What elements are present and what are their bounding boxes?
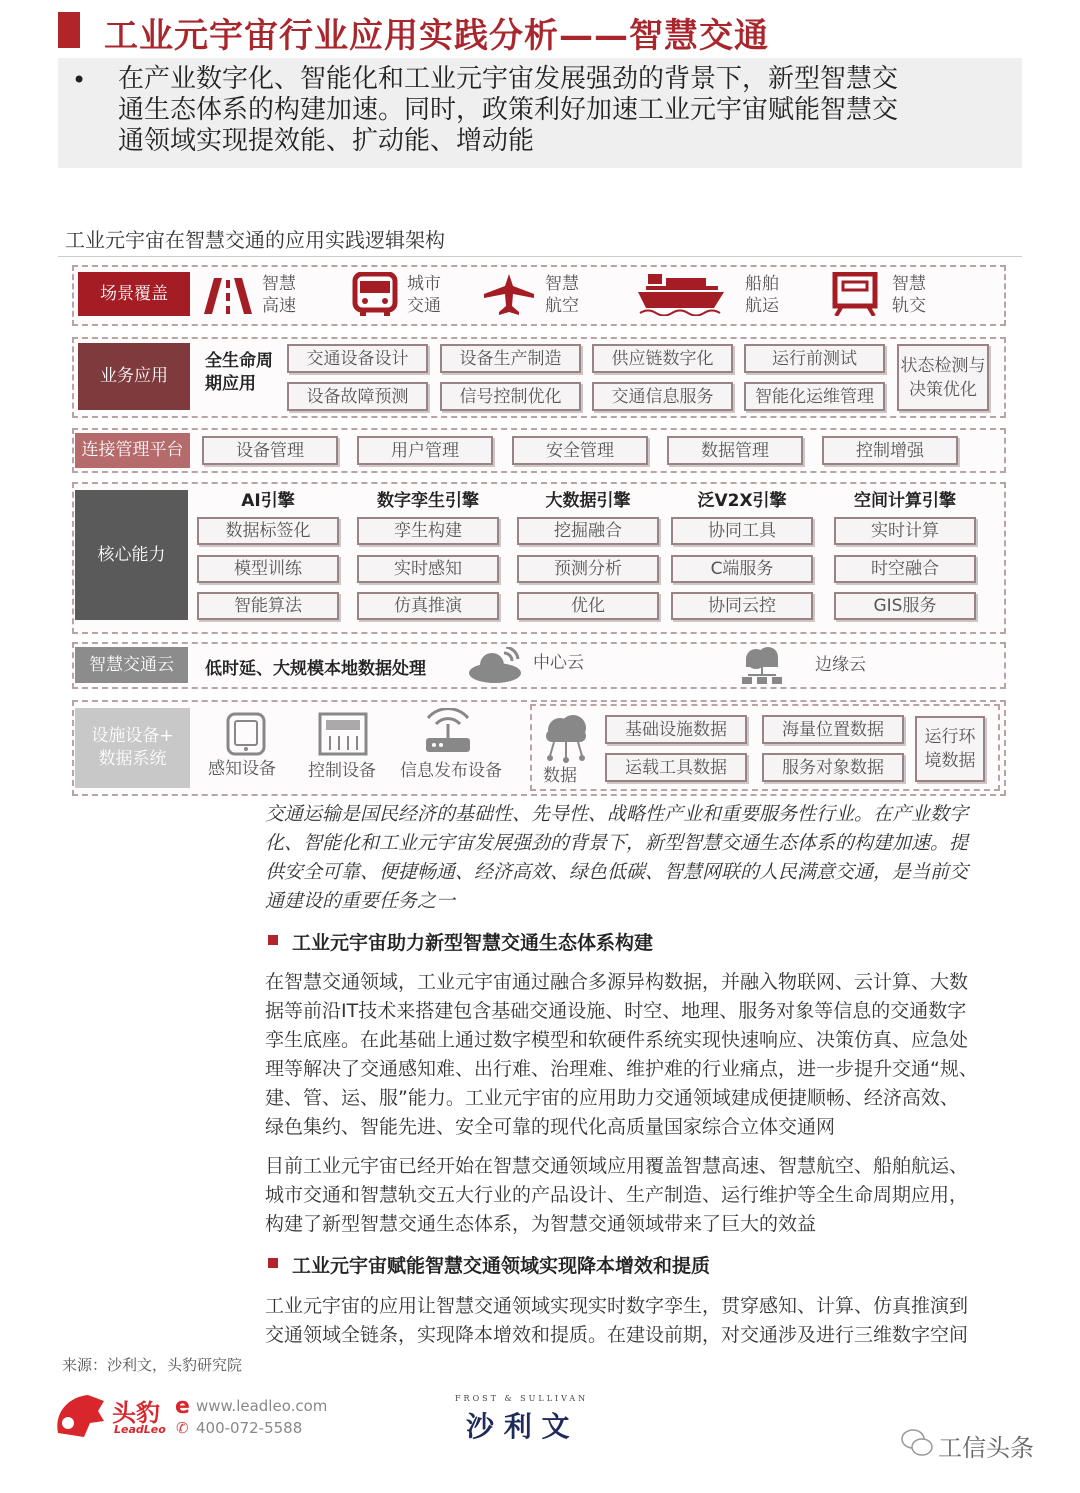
scene-shipping: 船舶 航运 — [745, 274, 779, 316]
data-item: 海量位置数据 — [762, 715, 904, 744]
bus-icon — [352, 272, 398, 316]
intro-paragraph: 交通运输是国民经济的基础性、先导性、战略性产业和重要服务性行业。在产业数字 化、智能化和工业元宇宙发展强劲的背景下，新型智慧交通生态体系的构建加速。提 供安全可靠、便捷畅通、经济高效、绿色低碳、智慧网联的人民满意交通，是当前交 通建设的重要任务之一 — [265, 803, 969, 912]
frost-en: FROST & SULLIVAN — [455, 1394, 589, 1403]
highway-icon — [204, 276, 252, 316]
section1-paragraph2: 目前工业元宇宙已经开始在智慧交通领域应用覆盖智慧高速、智慧航空、船舶航运、 城市交通和智慧轨交五大行业的产品设计、生产制造、运行维护等全生命周期应用， 构建了新型智慧交通生态体系，为智慧交通领域带来了巨大的效益 — [265, 1155, 969, 1235]
engine-heading: 大数据引擎 — [545, 491, 631, 511]
business-item: 设备故障预测 — [287, 382, 428, 411]
engine-item: 实时感知 — [357, 555, 499, 583]
engine-item: 仿真推演 — [357, 592, 499, 620]
scene-label: 场景覆盖 — [78, 272, 190, 316]
engine-item: 优化 — [517, 592, 659, 620]
core-label: 核心能力 — [75, 490, 188, 620]
device-publish: 信息发布设备 — [400, 761, 502, 781]
leadleo-url[interactable]: www.leadleo.com — [196, 1397, 328, 1415]
engine-item: GIS服务 — [834, 592, 976, 620]
data-cloud-icon — [540, 712, 592, 764]
cloud-desc: 低时延、大规模本地数据处理 — [205, 659, 426, 679]
engine-item: 时空融合 — [834, 555, 976, 583]
page-title: 工业元宇宙行业应用实践分析——智慧交通 — [104, 16, 769, 56]
diagram-title: 工业元宇宙在智慧交通的应用实践逻辑架构 — [65, 228, 445, 252]
platform-item: 设备管理 — [202, 436, 338, 465]
plane-icon — [484, 274, 534, 316]
lifecycle-label: 全生命周 期应用 — [205, 351, 273, 394]
data-item: 基础设施数据 — [605, 715, 747, 744]
scene-rail: 智慧 轨交 — [892, 274, 926, 316]
infra-label: 设施设备+ 数据系统 — [75, 708, 190, 788]
leadleo-logo-icon — [54, 1393, 106, 1439]
sensor-device-icon — [225, 712, 267, 756]
engine-heading: AI引擎 — [241, 491, 295, 511]
data-label: 数据 — [543, 766, 577, 786]
phone-icon: ✆ — [176, 1419, 189, 1437]
title-marker — [58, 12, 80, 48]
leadleo-en: LeadLeo — [114, 1423, 166, 1436]
section1-heading: 工业元宇宙助力新型智慧交通生态体系构建 — [292, 932, 654, 954]
section-marker — [268, 935, 278, 945]
data-side-item: 运行环 境数据 — [915, 716, 985, 782]
engine-heading: 空间计算引擎 — [854, 491, 956, 511]
business-item: 智能化运维管理 — [744, 382, 885, 411]
section2-heading: 工业元宇宙赋能智慧交通领域实现降本增效和提质 — [292, 1255, 711, 1277]
data-item: 服务对象数据 — [762, 753, 904, 782]
source-note: 来源：沙利文，头豹研究院 — [62, 1356, 243, 1374]
device-control: 控制设备 — [308, 761, 376, 781]
edge-cloud-label: 边缘云 — [815, 655, 866, 675]
ship-icon — [638, 272, 724, 316]
edge-cloud-icon — [740, 645, 784, 685]
platform-item: 数据管理 — [667, 436, 803, 465]
engine-item: C端服务 — [671, 555, 813, 583]
divider — [58, 256, 1022, 257]
engine-item: 模型训练 — [197, 555, 339, 583]
data-item: 运载工具数据 — [605, 753, 747, 782]
cloud-label: 智慧交通云 — [75, 647, 188, 683]
leadleo-cn: 头豹 — [112, 1399, 160, 1427]
scene-city: 城市 交通 — [407, 274, 441, 316]
engine-item: 实时计算 — [834, 517, 976, 545]
business-item: 设备生产制造 — [440, 344, 581, 373]
section2-paragraph1: 工业元宇宙的应用让智慧交通领域实现实时数字孪生，贯穿感知、计算、仿真推演到 交通领域全链条，实现降本增效和提质。在建设前期，对交通涉及进行三维数字空间 — [265, 1295, 969, 1346]
section-marker — [268, 1258, 278, 1268]
frost-cn: 沙 利 文 — [466, 1410, 570, 1443]
business-item: 交通信息服务 — [592, 382, 733, 411]
business-item: 信号控制优化 — [440, 382, 581, 411]
business-item: 运行前测试 — [744, 344, 885, 373]
engine-item: 挖掘融合 — [517, 517, 659, 545]
platform-item: 控制增强 — [822, 436, 958, 465]
scene-highway: 智慧 高速 — [262, 274, 296, 316]
bullet: • — [72, 66, 87, 94]
center-cloud-icon — [468, 647, 522, 683]
control-device-icon — [318, 712, 368, 756]
engine-item: 协同工具 — [671, 517, 813, 545]
engine-item: 数据标签化 — [197, 517, 339, 545]
engine-item: 智能算法 — [197, 592, 339, 620]
engine-heading: 数字孪生引擎 — [377, 491, 479, 511]
wechat-icon — [900, 1428, 934, 1458]
engine-heading: 泛V2X引擎 — [697, 491, 787, 511]
engine-item: 孪生构建 — [357, 517, 499, 545]
wechat-account: 工信头条 — [938, 1434, 1034, 1462]
section1-paragraph1: 在智慧交通领域，工业元宇宙通过融合多源异构数据，并融入物联网、云计算、大数 据等前沿IT技术来搭建包含基础交通设施、时空、地理、服务对象等信息的交通数字 孪生底座。在此基础上通过数字模型和软硬件系统实现快速响应、决策仿真、应急处 理等解决了交通感知难、出行难、治理难、维护难的行业痛点，进一步提升交通“规、 建、管、运、服”能力。工业元宇宙的应用助力交通领域建成便捷顺畅、经济高效、 绿色集约、智能先进、安全可靠的现代化高质量国家综合立体交通网 — [265, 971, 978, 1138]
summary-text: 在产业数字化、智能化和工业元宇宙发展强劲的背景下，新型智慧交 通生态体系的构建加速。同时，政策利好加速工业元宇宙赋能智慧交 通领域实现提效能、扩动能、增动能 — [118, 64, 899, 156]
router-icon — [424, 708, 472, 754]
business-item: 交通设备设计 — [287, 344, 428, 373]
leadleo-phone: 400-072-5588 — [196, 1419, 303, 1437]
business-side-item: 状态检测与 决策优化 — [897, 344, 989, 411]
platform-label: 连接管理平台 — [75, 433, 190, 468]
business-item: 供应链数字化 — [592, 344, 733, 373]
engine-item: 预测分析 — [517, 555, 659, 583]
web-icon: e — [175, 1394, 190, 1419]
device-sensor: 感知设备 — [208, 759, 276, 779]
scene-aviation: 智慧 航空 — [545, 274, 579, 316]
platform-item: 用户管理 — [357, 436, 493, 465]
platform-item: 安全管理 — [512, 436, 648, 465]
train-icon — [832, 272, 878, 316]
engine-item: 协同云控 — [671, 592, 813, 620]
business-label: 业务应用 — [78, 343, 190, 410]
center-cloud-label: 中心云 — [533, 653, 584, 673]
